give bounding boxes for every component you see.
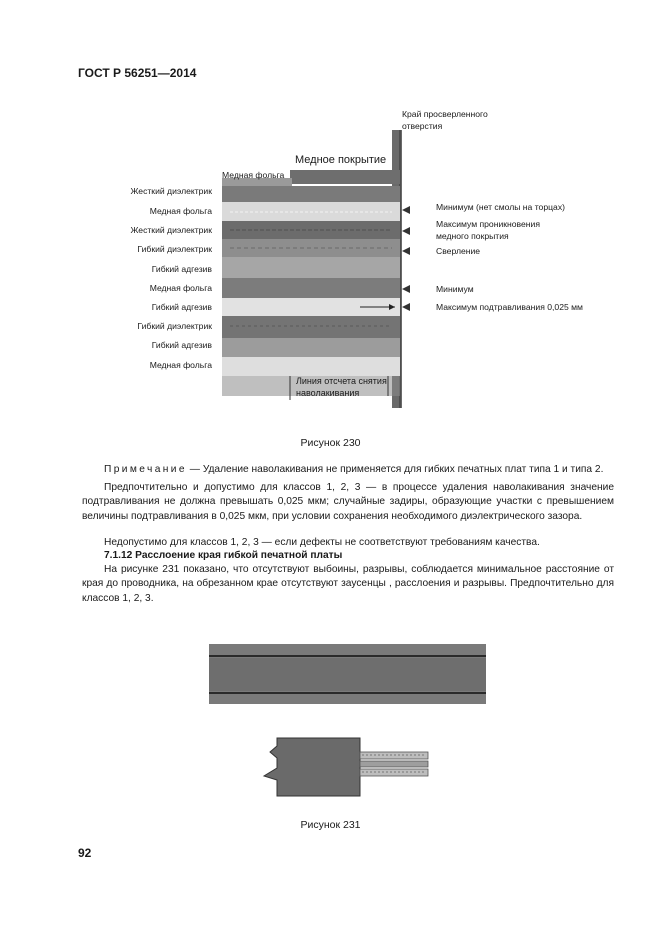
label-left-6: Медная фольга bbox=[149, 283, 212, 293]
label-right-4: Сверление bbox=[436, 246, 481, 256]
label-left-4: Гибкий диэлектрик bbox=[137, 244, 212, 254]
label-right-6: Максимум подтравливания 0,025 мм bbox=[436, 302, 583, 312]
label-left-8: Гибкий диэлектрик bbox=[137, 321, 212, 331]
label-top-foil: Медная фольга bbox=[222, 170, 285, 180]
figure-231 bbox=[0, 630, 661, 810]
label-baseline-line2: наволакивания bbox=[296, 388, 360, 398]
label-left-1: Жесткий диэлектрик bbox=[130, 186, 212, 196]
section-heading: 7.1.12 Расслоение края гибкой печатной платы bbox=[104, 550, 343, 561]
label-right-1: Минимум (нет смолы на торцах) bbox=[436, 202, 565, 212]
label-edge-line1: Край просверленного bbox=[402, 109, 488, 119]
note-text: — Удаление наволакивания не применяется для гибких печатных плат типа 1 и типа 2. bbox=[186, 464, 604, 475]
figure-230 bbox=[0, 100, 661, 430]
label-right-5: Минимум bbox=[436, 284, 474, 294]
layer-copper-foil-3 bbox=[222, 357, 400, 376]
paragraph-1: Предпочтительно и допустимо для классов 1, 2, 3 — в процессе удаления наволакивания значение подтравливания не должна превышать 0,025 мкм; случайные задиры, образующие участки с превышением величины подтравливания в 0,025 мкм, при условии сохранения необходимого диэлектрического зазора. bbox=[82, 482, 614, 522]
label-left-5: Гибкий адгезив bbox=[151, 264, 212, 274]
label-edge-line2: отверстия bbox=[402, 121, 443, 131]
paragraph-2: Недопустимо для классов 1, 2, 3 — если дефекты не соответствуют требованиям качества. bbox=[104, 537, 540, 548]
label-left-2: Медная фольга bbox=[149, 206, 212, 216]
figure-231-caption: Рисунок 231 bbox=[300, 819, 361, 831]
layer-flex-adhesive-1 bbox=[222, 257, 400, 278]
figure-230-caption: Рисунок 230 bbox=[300, 437, 361, 449]
layer-flex-dielectric-2 bbox=[222, 316, 400, 338]
note bbox=[104, 463, 624, 477]
layer-strip-2 bbox=[360, 761, 428, 767]
label-right-3: медного покрытия bbox=[436, 231, 509, 241]
layer-copper-foil-2 bbox=[222, 278, 400, 298]
label-copper-plating: Медное покрытие bbox=[295, 154, 387, 166]
note-word: Примечание bbox=[104, 464, 187, 475]
document-header: ГОСТ Р 56251—2014 bbox=[78, 66, 197, 80]
label-left-7: Гибкий адгезив bbox=[151, 302, 212, 312]
label-baseline-line1: Линия отсчета снятия bbox=[296, 376, 387, 386]
label-right-2: Максимум проникновения bbox=[436, 219, 540, 229]
copper-plating-layer bbox=[290, 170, 400, 184]
layer-flex-adhesive-3 bbox=[222, 338, 400, 357]
label-left-10: Медная фольга bbox=[149, 360, 212, 370]
flex-board-edge-section bbox=[264, 738, 360, 796]
page-number: 92 bbox=[78, 846, 92, 860]
layer-rigid-dielectric-1 bbox=[222, 186, 400, 202]
figure-231-drawing bbox=[0, 630, 661, 810]
paragraph-3: На рисунке 231 показано, что отсутствуют выбоины, разрывы, соблюдается минимальное расстояние от края до проводника, на обрезанном крае отсутствуют заусенцы , расслоения и разрывы. Предпочтительно для классов 1, 2, 3. bbox=[82, 564, 614, 604]
label-left-3: Жесткий диэлектрик bbox=[130, 225, 212, 235]
label-left-9: Гибкий адгезив bbox=[151, 340, 212, 350]
